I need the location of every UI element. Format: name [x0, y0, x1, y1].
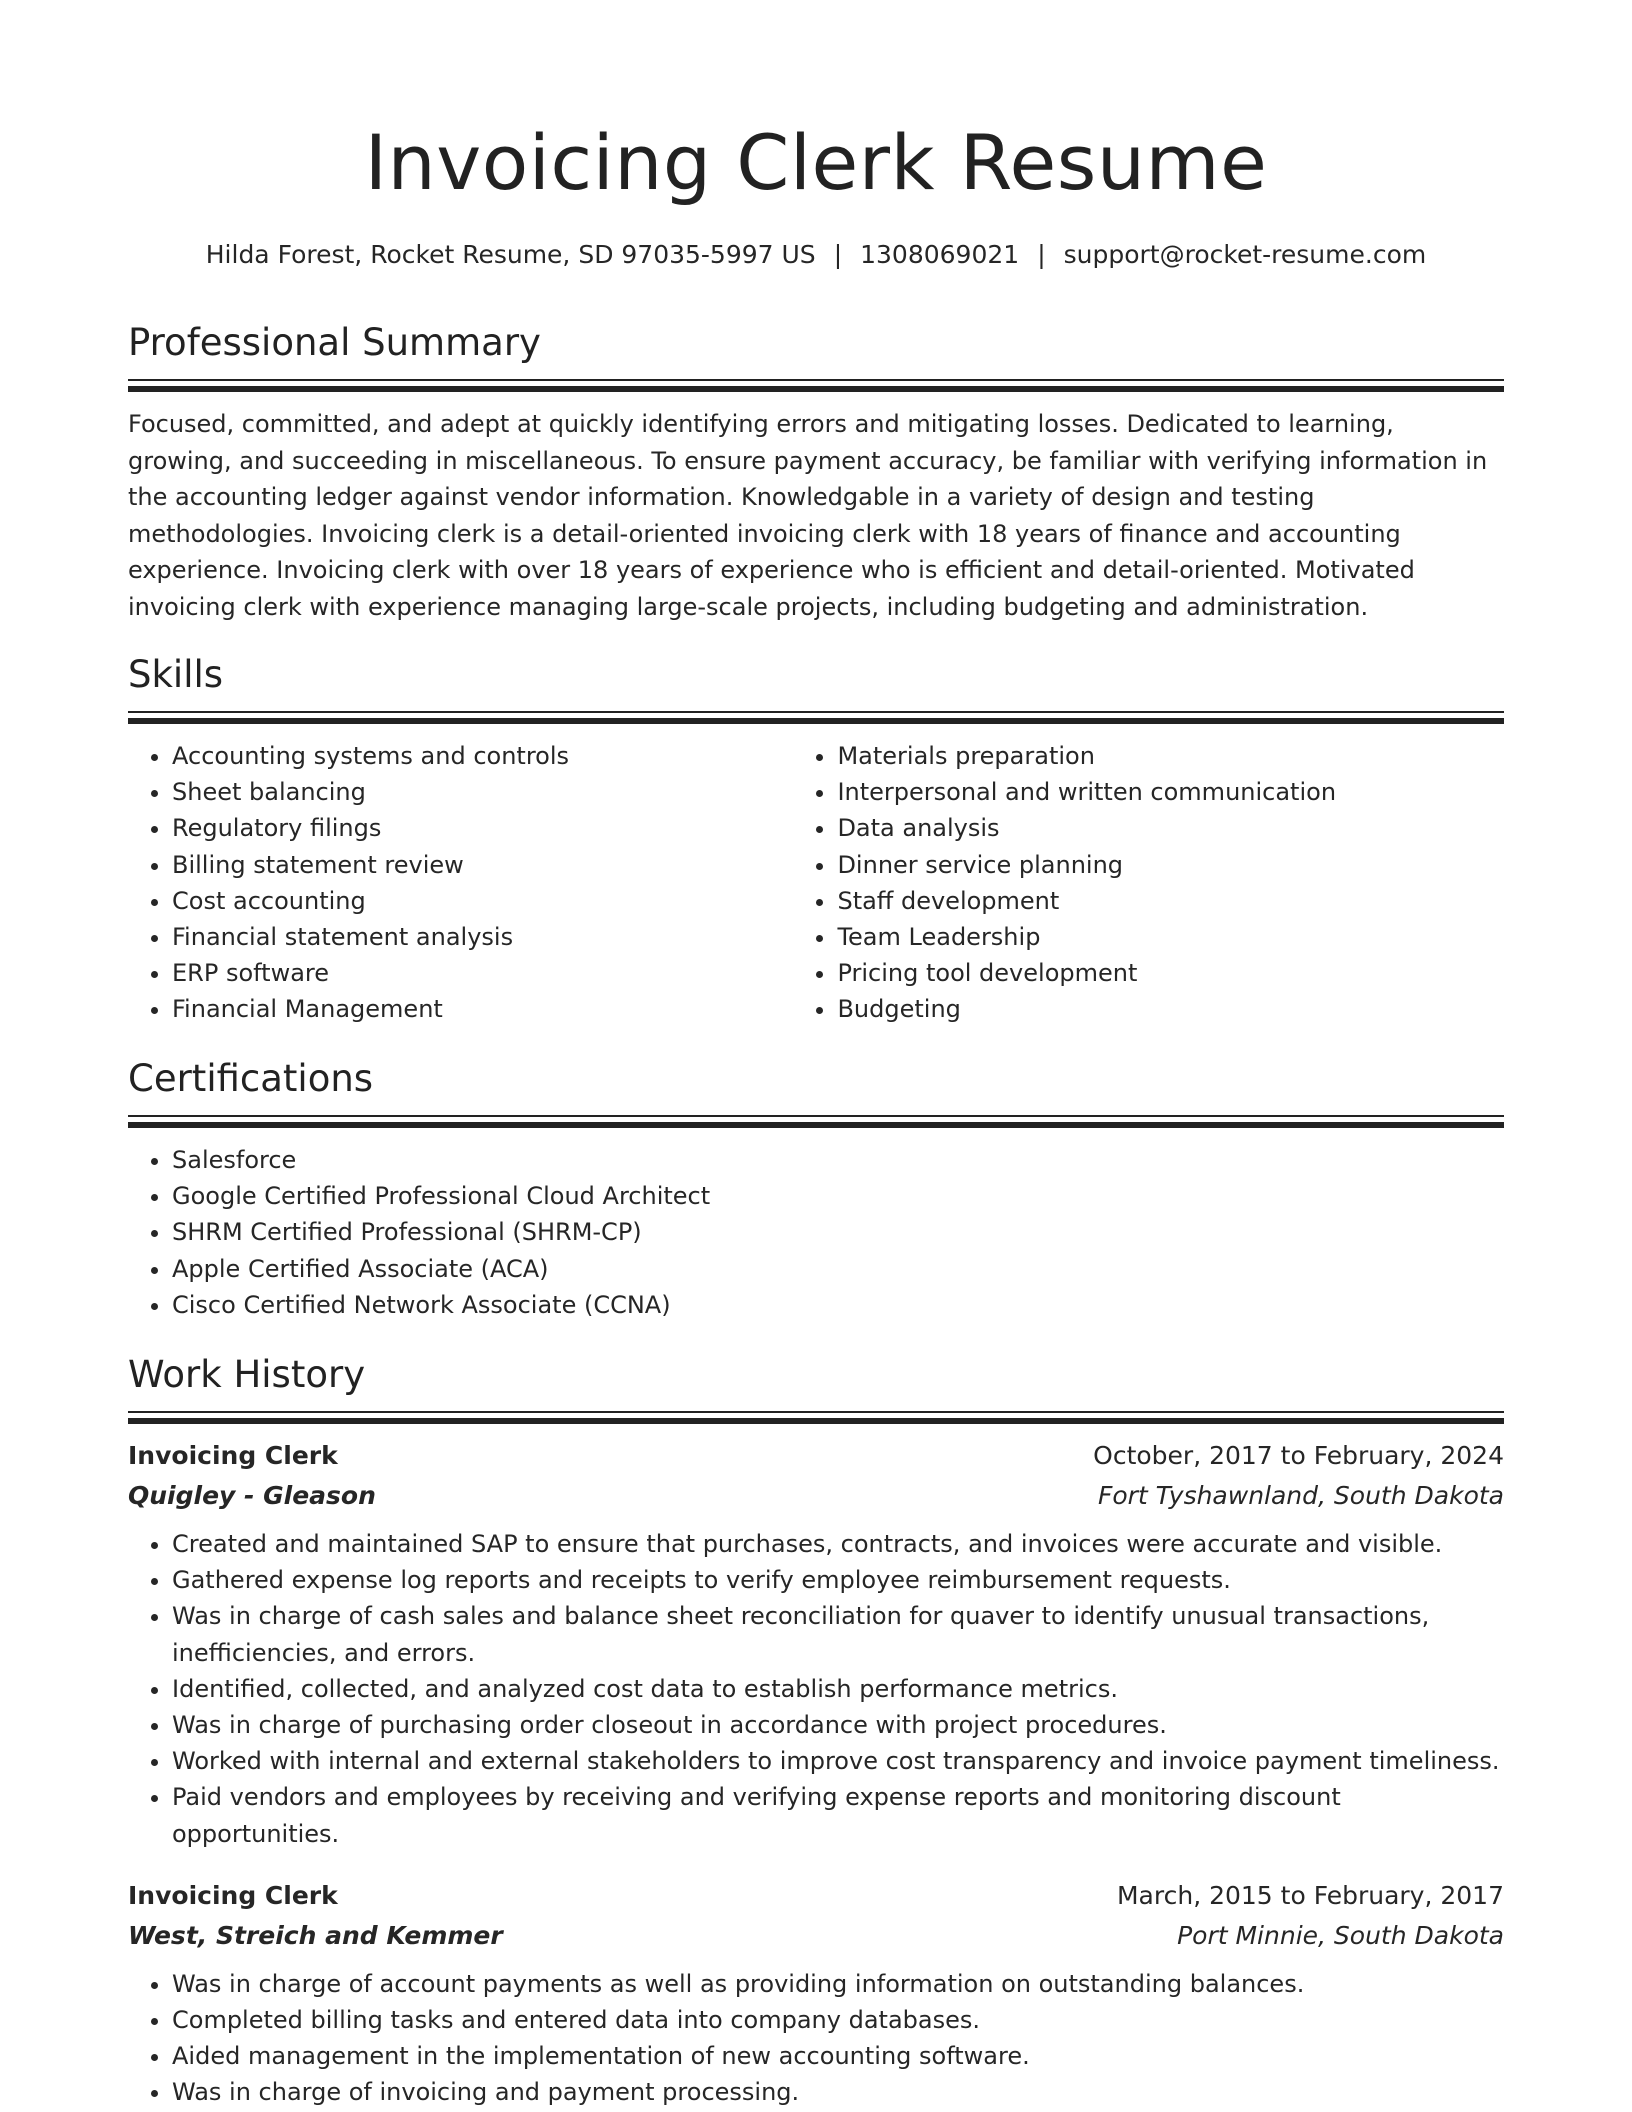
summary-heading: Professional Summary	[128, 321, 541, 364]
job-duties-list	[128, 1966, 1504, 2111]
skill-item: • ERP software	[172, 955, 793, 991]
skills-section	[128, 652, 1504, 1028]
job-duty: • Worked with internal and external stakeholders to improve cost transparency and invoice payment timeliness.	[172, 1743, 1504, 1779]
job-duty: • Identified, collected, and analyzed cost data to establish performance metrics.	[172, 1671, 1504, 1707]
skill-item: • Financial Management	[172, 991, 793, 1027]
certification-item: • SHRM Certified Professional (SHRM-CP)	[172, 1214, 1504, 1250]
job-duty: • Created and maintained SAP to ensure that purchases, contracts, and invoices were accurate and visible.	[172, 1526, 1504, 1562]
job-location: Fort Tyshawnland, South Dakota	[1097, 1481, 1504, 1510]
work-history-heading: Work History	[128, 1353, 366, 1396]
skills-list-right	[793, 738, 1504, 1028]
job-duty: • Gathered expense log reports and receipts to verify employee reimbursement requests.	[172, 1562, 1504, 1598]
job-title: Invoicing Clerk	[128, 1441, 338, 1470]
section-divider	[128, 379, 1504, 392]
contact-address: Hilda Forest, Rocket Resume, SD 97035-5997 US	[205, 240, 816, 269]
skill-item: • Pricing tool development	[837, 955, 1504, 991]
skill-item: • Team Leadership	[837, 919, 1504, 955]
skills-columns	[128, 738, 1504, 1028]
skill-item: • Budgeting	[837, 991, 1504, 1027]
section-divider	[128, 1115, 1504, 1128]
skills-list-left	[128, 738, 793, 1028]
job-company: Quigley - Gleason	[128, 1481, 376, 1510]
job-dates: March, 2015 to February, 2017	[1116, 1880, 1504, 1910]
skill-item: • Accounting systems and controls	[172, 738, 793, 774]
job-dates: October, 2017 to February, 2024	[1093, 1441, 1504, 1470]
skill-item: • Interpersonal and written communication	[837, 774, 1504, 810]
skill-item: • Materials preparation	[837, 738, 1504, 774]
certification-item: • Apple Certified Associate (ACA)	[172, 1251, 1504, 1287]
job-location: Port Minnie, South Dakota	[1177, 1920, 1504, 1950]
job-duties-list	[128, 1526, 1504, 1852]
job-title: Invoicing Clerk	[128, 1880, 338, 1910]
job-duty: • Was in charge of purchasing order closeout in accordance with project procedures.	[172, 1707, 1504, 1743]
job-duty: • Paid vendors and employees by receiving and verifying expense reports and monitoring discount opportunities.	[172, 1779, 1504, 1851]
skill-item: • Staff development	[837, 883, 1504, 919]
certifications-section	[128, 1056, 1504, 1323]
summary-text: Focused, committed, and adept at quickly identifying errors and mitigating losses. Dedicated to learning, growing, and succeeding in miscellaneous. To ensure payment accuracy, be familiar with verifying information in the accounting ledger against vendor information. Knowledgable in a variety of design and testing methodologies. Invoicing clerk is a detail-oriented invoicing clerk with 18 years of finance and accounting experience. Invoicing clerk with over 18 years of experience who is efficient and detail-oriented. Motivated invoicing clerk with experience managing large-scale projects, including budgeting and administration.	[128, 410, 1488, 621]
resume-title: Invoicing Clerk Resume	[364, 118, 1268, 207]
certification-item: • Cisco Certified Network Associate (CCNA)	[172, 1287, 1504, 1323]
skills-heading: Skills	[128, 653, 224, 696]
job-entry	[128, 1436, 1504, 1852]
contact-separator: |	[1037, 240, 1046, 269]
skill-item: • Regulatory filings	[172, 810, 793, 846]
job-entry	[128, 1876, 1504, 2111]
skill-item: • Financial statement analysis	[172, 919, 793, 955]
summary-section	[128, 320, 1504, 625]
certification-item: • Salesforce	[172, 1142, 1504, 1178]
section-divider	[128, 1411, 1504, 1424]
skill-item: • Dinner service planning	[837, 847, 1504, 883]
job-duty: • Was in charge of cash sales and balance sheet reconciliation for quaver to identify unusual transactions, inefficiencies, and errors.	[172, 1598, 1504, 1670]
contact-email: support@rocket-resume.com	[1063, 240, 1427, 269]
contact-separator: |	[833, 240, 843, 269]
job-duty: • Completed billing tasks and entered data into company databases.	[172, 2002, 1504, 2038]
certification-item: • Google Certified Professional Cloud Architect	[172, 1178, 1504, 1214]
job-company: West, Streich and Kemmer	[128, 1920, 503, 1950]
skill-item: • Cost accounting	[172, 883, 793, 919]
job-duty: • Was in charge of invoicing and payment processing.	[172, 2074, 1504, 2110]
contact-phone: 1308069021	[860, 240, 1020, 269]
section-divider	[128, 711, 1504, 724]
work-history-section	[128, 1352, 1504, 2111]
certifications-heading: Certifications	[128, 1057, 374, 1100]
job-duty: • Was in charge of account payments as well as providing information on outstanding balances.	[172, 1966, 1504, 2002]
certifications-list	[128, 1142, 1504, 1323]
contact-line	[128, 240, 1504, 269]
job-duty: • Aided management in the implementation of new accounting software.	[172, 2038, 1504, 2074]
skill-item: • Billing statement review	[172, 847, 793, 883]
skill-item: • Data analysis	[837, 810, 1504, 846]
skill-item: • Sheet balancing	[172, 774, 793, 810]
